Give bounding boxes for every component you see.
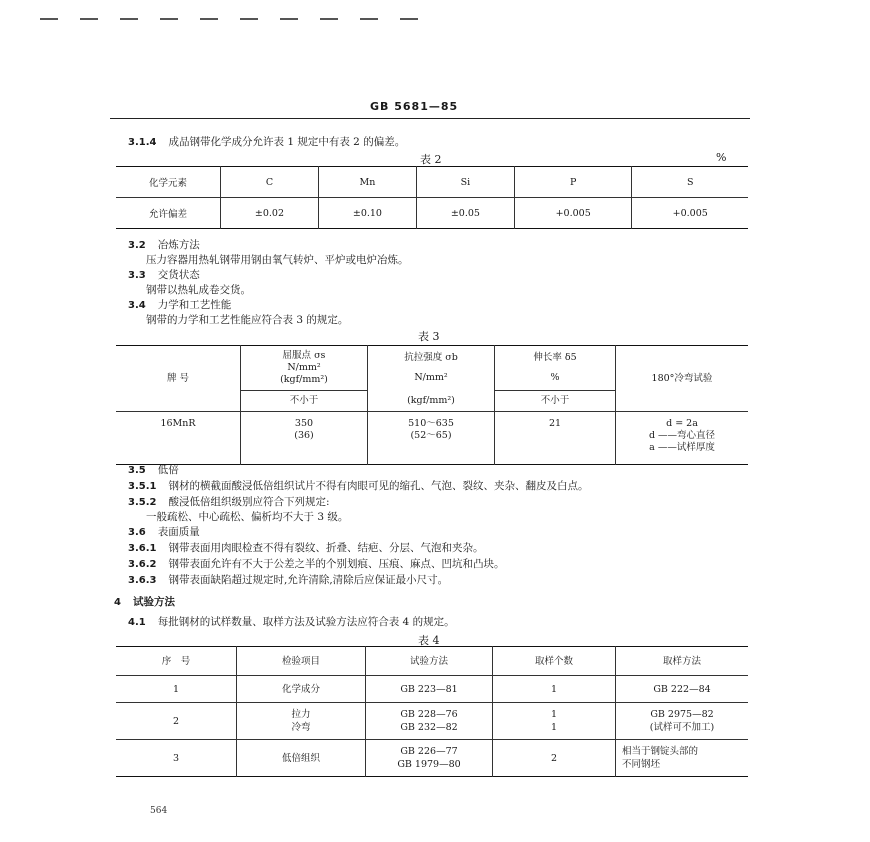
cell-line: 1 (550, 722, 558, 733)
clause-text: 表面质量 (157, 526, 200, 538)
yield-cell (241, 412, 368, 465)
table-row (116, 198, 748, 229)
page-number: 564 (150, 806, 168, 816)
table4-caption: 表 4 (418, 634, 440, 647)
tensile-cell (368, 412, 495, 465)
section-number: 4 (114, 597, 121, 608)
cell-line: 拉力 (291, 709, 311, 720)
clause-3-5-2 (128, 494, 330, 509)
clause-text: 酸浸低倍组织级别应符合下列规定: (168, 496, 330, 508)
header-cell: C (221, 167, 319, 198)
tensile-header (368, 346, 495, 391)
test-method (366, 703, 493, 740)
grade-header: 牌 号 (116, 346, 241, 412)
header-cell: 取样方法 (616, 647, 749, 676)
standard-code-header: GB 5681—85 (370, 100, 459, 113)
cell-line: (试样可不加工) (649, 722, 715, 733)
clause-number: 3.2 (128, 240, 146, 251)
value-line: 510～635 (408, 418, 454, 429)
cell-line: GB 226—77 (400, 746, 458, 757)
clause-3-3 (128, 267, 200, 282)
elongation-cell: 21 (495, 412, 616, 465)
header-line: (kgf/mm²) (280, 374, 328, 385)
cell-line: 冷弯 (291, 722, 311, 733)
header-line: % (550, 372, 560, 383)
clause-3-5 (128, 462, 179, 477)
clause-3-6-2 (128, 556, 504, 571)
clause-number: 3.5 (128, 465, 146, 476)
clause-number: 3.5.2 (128, 497, 157, 508)
clause-3-6 (128, 524, 200, 539)
paragraph: 压力容器用热轧钢带用钢由氧气转炉、平炉或电炉冶炼。 (146, 254, 409, 266)
bend-test-header: 180°冷弯试验 (651, 372, 713, 384)
clause-text: 冶炼方法 (157, 239, 200, 251)
clause-number: 4.1 (128, 617, 146, 628)
cell-line: GB 228—76 (400, 709, 458, 720)
clause-number: 3.4 (128, 300, 146, 311)
header-cell: 化学元素 (116, 167, 221, 198)
paragraph: 一般疏松、中心疏松、偏析均不大于 3 级。 (146, 511, 349, 523)
header-cell: S (632, 167, 748, 198)
clause-number: 3.3 (128, 270, 146, 281)
cell-line: 1 (550, 709, 558, 720)
sampling-method: GB 222—84 (616, 676, 749, 703)
header-cell: Si (416, 167, 514, 198)
clause-3-6-3 (128, 572, 448, 587)
clause-text: 每批钢材的试样数量、取样方法及试验方法应符合表 4 的规定。 (157, 616, 455, 628)
clause-text: 钢带表面允许有不大于公差之半的个别划痕、压痕、麻点、凹坑和凸块。 (168, 558, 505, 570)
table-cell: +0.005 (672, 207, 708, 219)
header-line: 抗拉强度 σb (404, 352, 458, 364)
sampling-method (616, 740, 749, 777)
row-number: 1 (116, 676, 237, 703)
cell-line: 不同钢坯 (622, 759, 661, 770)
test-item: 低倍组织 (237, 740, 366, 777)
test-method: GB 223—81 (366, 676, 493, 703)
bend-cell (616, 412, 749, 465)
table-header-row (116, 167, 748, 198)
table-2 (116, 166, 748, 229)
clause-3-1-4 (128, 134, 405, 149)
cell-line: 相当于钢锭头部的 (622, 746, 699, 757)
cell-line: GB 1979—80 (397, 759, 461, 770)
clause-number: 3.5.1 (128, 481, 157, 492)
table2-unit: % (716, 151, 727, 164)
clause-text: 钢带表面缺陷超过规定时,允许清除,清除后应保证最小尺寸。 (168, 574, 449, 586)
clause-text: 成品钢带化学成分允许表 1 规定中有表 2 的偏差。 (168, 136, 406, 148)
header-cell: 序 号 (116, 647, 237, 676)
table-row (116, 703, 748, 740)
table-row (116, 740, 748, 777)
header-cell: 试验方法 (366, 647, 493, 676)
section-4-heading (114, 594, 175, 609)
sample-count: 2 (493, 740, 616, 777)
header-cell: P (514, 167, 632, 198)
row-number: 3 (116, 740, 237, 777)
value-line: a ——试样厚度 (649, 442, 715, 453)
test-item: 化学成分 (237, 676, 366, 703)
elongation-header (495, 346, 616, 391)
header-line: N/mm² (414, 372, 448, 384)
paragraph: 钢带的力学和工艺性能应符合表 3 的规定。 (146, 314, 349, 326)
scan-edge-dashes (40, 18, 420, 20)
table3-caption: 表 3 (418, 330, 440, 343)
clause-text: 钢带表面用肉眼检查不得有裂纹、折叠、结疤、分层、气泡和夹杂。 (168, 542, 484, 554)
clause-text: 交货状态 (157, 269, 200, 281)
clause-number: 3.6.1 (128, 543, 157, 554)
row-number: 2 (116, 703, 237, 740)
clause-3-6-1 (128, 540, 483, 555)
test-item (237, 703, 366, 740)
table-header-row (116, 647, 748, 676)
header-line: N/mm² (287, 362, 321, 373)
clause-text: 力学和工艺性能 (157, 299, 232, 311)
clause-number: 3.6 (128, 527, 146, 538)
value-line: d = 2a (666, 418, 698, 429)
cell-line: GB 2975—82 (650, 709, 714, 720)
clause-number: 3.6.2 (128, 559, 157, 570)
grade-cell: 16MnR (116, 412, 241, 465)
clause-number: 3.1.4 (128, 137, 157, 148)
table-cell: 允许偏差 (116, 198, 221, 229)
header-cell: Mn (318, 167, 416, 198)
test-method (366, 740, 493, 777)
sample-count: 1 (493, 676, 616, 703)
table-4 (116, 646, 748, 777)
not-less-than: 不小于 (241, 391, 368, 412)
value-line: (36) (294, 430, 314, 441)
value-line: d ——弯心直径 (648, 430, 716, 441)
clause-4-1 (128, 614, 455, 629)
clause-3-2 (128, 237, 200, 252)
not-less-than: 不小于 (495, 391, 616, 412)
value-line: 350 (294, 418, 314, 429)
cell-line: GB 232—82 (400, 722, 458, 733)
table-cell: ±0.02 (221, 198, 319, 229)
section-title: 试验方法 (132, 596, 175, 608)
table-cell: +0.005 (514, 198, 632, 229)
clause-3-5-1 (128, 478, 588, 493)
value-line: (52～65) (410, 430, 452, 441)
sampling-method (616, 703, 749, 740)
header-line: 屈服点 σs (282, 350, 326, 361)
yield-header (241, 346, 368, 391)
table-cell: ±0.10 (318, 198, 416, 229)
clause-text: 低倍 (157, 464, 179, 476)
header-cell: 取样个数 (493, 647, 616, 676)
header-rule (110, 118, 750, 119)
clause-text: 钢材的横截面酸浸低倍组织试片不得有肉眼可见的缩孔、气泡、裂纹、夹杂、翻皮及白点。 (168, 480, 589, 492)
table2-caption: 表 2 (420, 153, 442, 166)
clause-number: 3.6.3 (128, 575, 157, 586)
tensile-unit: (kgf/mm²) (368, 391, 495, 412)
header-line: 伸长率 δ5 (533, 352, 577, 363)
header-cell: 检验项目 (237, 647, 366, 676)
sample-count (493, 703, 616, 740)
clause-3-4 (128, 297, 231, 312)
table-row (116, 676, 748, 703)
paragraph: 钢带以热轧成卷交货。 (146, 284, 251, 296)
table-3 (116, 345, 748, 465)
table-cell: ±0.05 (416, 198, 514, 229)
